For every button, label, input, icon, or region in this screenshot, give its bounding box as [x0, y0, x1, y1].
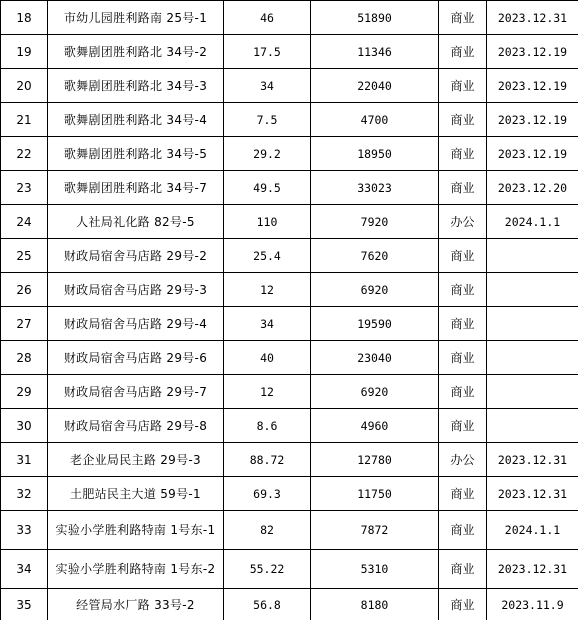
- rent-cell: 4960: [311, 409, 439, 443]
- use-cell: 商业: [439, 1, 487, 35]
- area-cell: 34: [224, 307, 311, 341]
- use-cell: 商业: [439, 171, 487, 205]
- rent-cell: 4700: [311, 103, 439, 137]
- date-cell: 2023.12.20: [487, 171, 578, 205]
- use-cell: 办公: [439, 443, 487, 477]
- table-row: [1, 477, 578, 511]
- use-cell: 商业: [439, 69, 487, 103]
- table-row: [1, 205, 578, 239]
- row-number: 19: [1, 35, 48, 69]
- table-body: [1, 1, 578, 621]
- table-row: [1, 171, 578, 205]
- use-cell: 商业: [439, 239, 487, 273]
- area-cell: 55.22: [224, 550, 311, 589]
- address-cell: 财政局宿舍马店路 29号-6: [48, 341, 224, 375]
- table-row: [1, 589, 578, 621]
- row-number: 26: [1, 273, 48, 307]
- area-cell: 25.4: [224, 239, 311, 273]
- table-row: [1, 409, 578, 443]
- use-cell: 商业: [439, 137, 487, 171]
- row-number: 28: [1, 341, 48, 375]
- date-cell: [487, 239, 578, 273]
- rent-cell: 5310: [311, 550, 439, 589]
- area-cell: 17.5: [224, 35, 311, 69]
- rent-cell: 6920: [311, 375, 439, 409]
- use-cell: 商业: [439, 307, 487, 341]
- area-cell: 8.6: [224, 409, 311, 443]
- address-cell: 歌舞剧团胜利路北 34号-3: [48, 69, 224, 103]
- area-cell: 82: [224, 511, 311, 550]
- date-cell: [487, 341, 578, 375]
- table-row: [1, 103, 578, 137]
- date-cell: 2023.11.9: [487, 589, 578, 621]
- rent-cell: 12780: [311, 443, 439, 477]
- rent-cell: 7620: [311, 239, 439, 273]
- address-cell: 财政局宿舍马店路 29号-2: [48, 239, 224, 273]
- row-number: 18: [1, 1, 48, 35]
- address-cell: 市幼儿园胜利路南 25号-1: [48, 1, 224, 35]
- address-cell: 歌舞剧团胜利路北 34号-5: [48, 137, 224, 171]
- rent-cell: 8180: [311, 589, 439, 621]
- rent-cell: 51890: [311, 1, 439, 35]
- row-number: 25: [1, 239, 48, 273]
- address-cell: 经管局水厂路 33号-2: [48, 589, 224, 621]
- table-row: [1, 137, 578, 171]
- area-cell: 7.5: [224, 103, 311, 137]
- row-number: 30: [1, 409, 48, 443]
- rent-cell: 11346: [311, 35, 439, 69]
- rent-cell: 19590: [311, 307, 439, 341]
- row-number: 21: [1, 103, 48, 137]
- table-row: [1, 307, 578, 341]
- row-number: 34: [1, 550, 48, 589]
- row-number: 27: [1, 307, 48, 341]
- row-number: 24: [1, 205, 48, 239]
- row-number: 20: [1, 69, 48, 103]
- date-cell: 2023.12.19: [487, 137, 578, 171]
- rent-cell: 23040: [311, 341, 439, 375]
- table-row: [1, 375, 578, 409]
- table-row: [1, 550, 578, 589]
- row-number: 35: [1, 589, 48, 621]
- area-cell: 88.72: [224, 443, 311, 477]
- table-row: [1, 511, 578, 550]
- date-cell: 2024.1.1: [487, 205, 578, 239]
- area-cell: 69.3: [224, 477, 311, 511]
- table-row: [1, 443, 578, 477]
- address-cell: 实验小学胜利路特南 1号东-1: [48, 511, 224, 550]
- table-row: [1, 273, 578, 307]
- rent-cell: 33023: [311, 171, 439, 205]
- address-cell: 财政局宿舍马店路 29号-7: [48, 375, 224, 409]
- address-cell: 财政局宿舍马店路 29号-4: [48, 307, 224, 341]
- area-cell: 34: [224, 69, 311, 103]
- address-cell: 歌舞剧团胜利路北 34号-4: [48, 103, 224, 137]
- area-cell: 49.5: [224, 171, 311, 205]
- date-cell: 2023.12.19: [487, 35, 578, 69]
- date-cell: 2023.12.19: [487, 103, 578, 137]
- use-cell: 商业: [439, 103, 487, 137]
- rent-cell: 6920: [311, 273, 439, 307]
- address-cell: 财政局宿舍马店路 29号-3: [48, 273, 224, 307]
- area-cell: 29.2: [224, 137, 311, 171]
- row-number: 33: [1, 511, 48, 550]
- use-cell: 商业: [439, 589, 487, 621]
- address-cell: 人社局礼化路 82号-5: [48, 205, 224, 239]
- rent-cell: 18950: [311, 137, 439, 171]
- address-cell: 土肥站民主大道 59号-1: [48, 477, 224, 511]
- rent-cell: 11750: [311, 477, 439, 511]
- area-cell: 46: [224, 1, 311, 35]
- area-cell: 110: [224, 205, 311, 239]
- date-cell: 2023.12.31: [487, 550, 578, 589]
- date-cell: 2024.1.1: [487, 511, 578, 550]
- date-cell: [487, 375, 578, 409]
- address-cell: 实验小学胜利路特南 1号东-2: [48, 550, 224, 589]
- row-number: 31: [1, 443, 48, 477]
- area-cell: 12: [224, 273, 311, 307]
- use-cell: 办公: [439, 205, 487, 239]
- area-cell: 40: [224, 341, 311, 375]
- address-cell: 歌舞剧团胜利路北 34号-7: [48, 171, 224, 205]
- row-number: 29: [1, 375, 48, 409]
- row-number: 32: [1, 477, 48, 511]
- table-row: [1, 239, 578, 273]
- table-row: [1, 1, 578, 35]
- table-row: [1, 341, 578, 375]
- use-cell: 商业: [439, 477, 487, 511]
- date-cell: 2023.12.31: [487, 1, 578, 35]
- area-cell: 56.8: [224, 589, 311, 621]
- address-cell: 歌舞剧团胜利路北 34号-2: [48, 35, 224, 69]
- row-number: 23: [1, 171, 48, 205]
- rent-cell: 7872: [311, 511, 439, 550]
- date-cell: [487, 409, 578, 443]
- use-cell: 商业: [439, 273, 487, 307]
- use-cell: 商业: [439, 35, 487, 69]
- rent-cell: 22040: [311, 69, 439, 103]
- address-cell: 财政局宿舍马店路 29号-8: [48, 409, 224, 443]
- date-cell: 2023.12.31: [487, 443, 578, 477]
- area-cell: 12: [224, 375, 311, 409]
- date-cell: [487, 307, 578, 341]
- use-cell: 商业: [439, 409, 487, 443]
- use-cell: 商业: [439, 511, 487, 550]
- use-cell: 商业: [439, 550, 487, 589]
- rent-cell: 7920: [311, 205, 439, 239]
- date-cell: [487, 273, 578, 307]
- use-cell: 商业: [439, 375, 487, 409]
- date-cell: 2023.12.31: [487, 477, 578, 511]
- table-row: [1, 69, 578, 103]
- row-number: 22: [1, 137, 48, 171]
- date-cell: 2023.12.19: [487, 69, 578, 103]
- use-cell: 商业: [439, 341, 487, 375]
- address-cell: 老企业局民主路 29号-3: [48, 443, 224, 477]
- table-row: [1, 35, 578, 69]
